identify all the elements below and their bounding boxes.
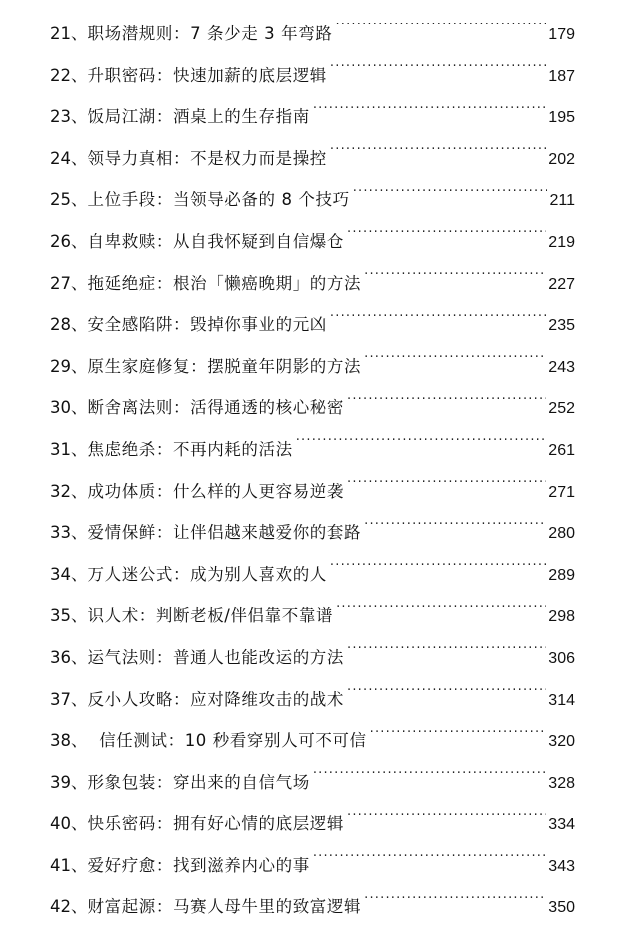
toc-entry-title: 识人术：判断老板/伴侣靠不靠谱 [87,606,334,626]
toc-entry-page: 289 [548,566,575,584]
toc-entry-page: 343 [548,857,575,875]
toc-entry-page: 187 [548,67,575,85]
toc-dot-leader [364,272,546,289]
toc-dot-leader [335,23,546,40]
toc-entry-page: 306 [548,649,575,667]
toc-dot-leader [347,397,546,414]
toc-entry-page: 320 [548,733,575,751]
toc-entry-41[interactable] [50,845,575,887]
toc-entry-title: 饭局江湖：酒桌上的生存指南 [87,107,310,127]
toc-dot-leader [336,605,546,622]
toc-entry-39[interactable] [50,762,575,804]
toc-entry-number: 38、 [50,731,88,751]
toc-entry-page: 235 [548,317,575,335]
toc-entry-27[interactable] [50,263,575,305]
toc-dot-leader [353,189,548,206]
toc-dot-leader [364,896,546,913]
toc-entry-page: 227 [548,275,575,293]
toc-entry-page: 179 [548,26,575,43]
toc-entry-title: 爱情保鲜：让伴侣越来越爱你的套路 [87,523,362,543]
toc-entry-number: 41、 [50,855,88,875]
toc-entry-23[interactable] [50,96,575,138]
toc-entry-number: 26、 [50,231,88,251]
toc-dot-leader [330,563,546,580]
toc-entry-title: 安全感陷阱：毁掉你事业的元凶 [87,315,327,335]
toc-entry-36[interactable] [50,637,575,679]
toc-dot-leader [347,646,546,663]
toc-entry-page: 350 [548,899,575,917]
toc-entry-number: 27、 [50,273,88,293]
toc-entry-title: 原生家庭修复：摆脱童年阴影的方法 [87,356,362,376]
toc-entry-title: 升职密码：快速加薪的底层逻辑 [87,65,327,85]
toc-dot-leader [364,355,546,372]
toc-dot-leader [347,480,546,497]
toc-entry-number: 33、 [50,523,88,543]
toc-entry-22[interactable] [50,55,575,97]
toc-dot-leader [364,522,546,539]
toc-entry-number: 28、 [50,315,88,335]
toc-entry-32[interactable] [50,471,575,513]
toc-entry-title: 反小人攻略：应对降维攻击的战术 [87,689,344,709]
toc-entry-number: 29、 [50,356,88,376]
toc-entry-title: 运气法则：普通人也能改运的方法 [87,647,344,667]
toc-dot-leader [313,106,546,123]
toc-entry-25[interactable] [50,179,575,221]
toc-entry-number: 35、 [50,606,88,626]
toc-entry-31[interactable] [50,429,575,471]
toc-entry-number: 42、 [50,897,88,917]
toc-entry-33[interactable] [50,512,575,554]
toc-dot-leader [313,771,546,788]
toc-entry-page: 202 [548,150,575,168]
toc-entry-number: 30、 [50,398,88,418]
toc-entry-title: 职场潜规则：7 条少走 3 年弯路 [87,24,333,43]
toc-dot-leader [347,813,546,830]
toc-entry-number: 23、 [50,107,88,127]
toc-entry-title: 爱好疗愈：找到滋养内心的事 [87,855,310,875]
toc-dot-leader [347,688,546,705]
toc-entry-page: 211 [549,192,575,210]
toc-entry-page: 298 [548,608,575,626]
toc-entry-number: 39、 [50,772,88,792]
toc-dot-leader [330,147,546,164]
toc-dot-leader [370,730,547,747]
toc-entry-number: 22、 [50,65,88,85]
toc-entry-24[interactable] [50,138,575,180]
toc-entry-page: 280 [548,525,575,543]
toc-entry-page: 328 [548,774,575,792]
toc-entry-35[interactable] [50,595,575,637]
toc-entry-title: 焦虑绝杀：不再内耗的活法 [87,439,293,459]
toc-dot-leader [330,314,546,331]
toc-entry-page: 334 [548,816,575,834]
toc-entry-title: 自卑救赎：从自我怀疑到自信爆仓 [87,231,344,251]
toc-dot-leader [330,64,546,81]
toc-entry-number: 24、 [50,148,88,168]
toc-entry-title: 快乐密码：拥有好心情的底层逻辑 [87,814,344,834]
toc-entry-title: 万人迷公式：成为别人喜欢的人 [87,564,327,584]
toc-entry-37[interactable] [50,679,575,721]
toc-entry-page: 271 [548,483,575,501]
toc-entry-29[interactable] [50,346,575,388]
toc-entry-number: 40、 [50,814,88,834]
toc-entry-title: 领导力真相：不是权力而是操控 [87,148,327,168]
toc-entry-title: 信任测试：10 秒看穿别人可不可信 [87,731,367,751]
toc-entry-number: 37、 [50,689,88,709]
toc-entry-34[interactable] [50,554,575,596]
toc-entry-title: 形象包装：穿出来的自信气场 [87,772,310,792]
toc-entry-number: 36、 [50,647,88,667]
toc-dot-leader [347,230,546,247]
toc-entry-number: 21、 [50,24,88,43]
toc-entry-number: 31、 [50,439,88,459]
toc-entry-number: 25、 [50,190,88,210]
toc-dot-leader [313,854,546,871]
table-of-contents [50,13,575,928]
toc-entry-page: 195 [548,109,575,127]
toc-entry-38[interactable] [50,720,575,762]
toc-entry-28[interactable] [50,304,575,346]
toc-entry-page: 314 [548,691,575,709]
toc-entry-title: 拖延绝症：根治「懒癌晚期」的方法 [87,273,362,293]
toc-entry-page: 252 [548,400,575,418]
toc-entry-title: 财富起源：马赛人母牛里的致富逻辑 [87,897,362,917]
toc-dot-leader [296,438,547,455]
toc-entry-42[interactable] [50,886,575,928]
toc-entry-26[interactable] [50,221,575,263]
toc-entry-40[interactable] [50,803,575,845]
toc-entry-page: 261 [548,441,575,459]
toc-entry-page: 219 [548,233,575,251]
toc-entry-title: 上位手段：当领导必备的 8 个技巧 [87,190,350,210]
toc-entry-number: 32、 [50,481,88,501]
toc-entry-page: 243 [548,358,575,376]
toc-entry-30[interactable] [50,387,575,429]
toc-entry-title: 断舍离法则：活得通透的核心秘密 [87,398,344,418]
toc-entry-number: 34、 [50,564,88,584]
toc-entry-21[interactable] [50,13,575,55]
toc-entry-title: 成功体质：什么样的人更容易逆袭 [87,481,344,501]
